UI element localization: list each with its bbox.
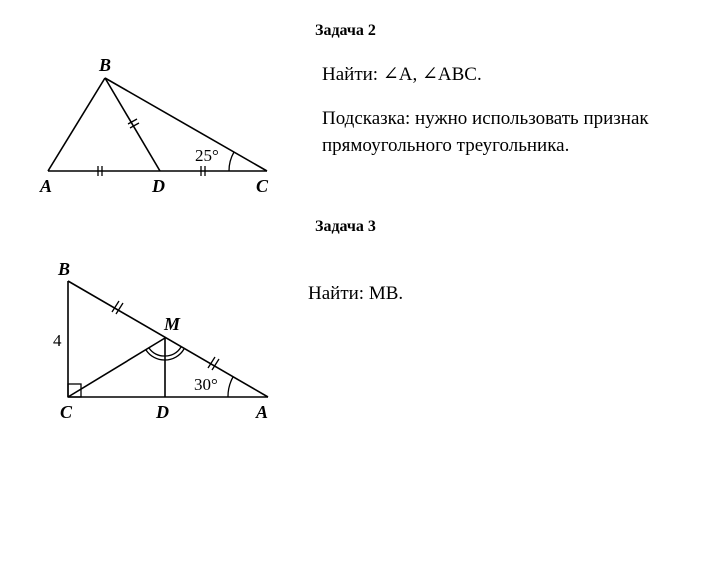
task3-angle-a-arc (228, 377, 233, 397)
task2-label-b: B (99, 55, 112, 75)
task3-triangle (68, 281, 268, 397)
task2-heading: Задача 2 (315, 22, 376, 39)
task2-find: Найти: ∠A, ∠ABC. (322, 64, 482, 85)
task3-label-m: M (164, 314, 181, 334)
task2-label-c: C (256, 176, 269, 196)
task3-label-c: C (60, 402, 73, 422)
task3-label-b: B (58, 259, 71, 279)
task3-find: Найти: MB. (308, 283, 404, 304)
task3-heading: Задача 3 (315, 218, 376, 235)
task3-side-bc-label: 4 (53, 331, 62, 350)
task2-label-d: D (152, 176, 165, 196)
segment-cm (68, 338, 165, 397)
task3-label-d: D (156, 402, 169, 422)
task3-angle-a-label: 30° (194, 375, 218, 394)
task2-angle-c-label: 25° (195, 146, 219, 165)
task2-hint: Подсказка: нужно использовать признак прямоугольного треугольника. (322, 108, 649, 156)
task3-label-a: A (256, 402, 269, 422)
task2-label-a: A (40, 176, 53, 196)
